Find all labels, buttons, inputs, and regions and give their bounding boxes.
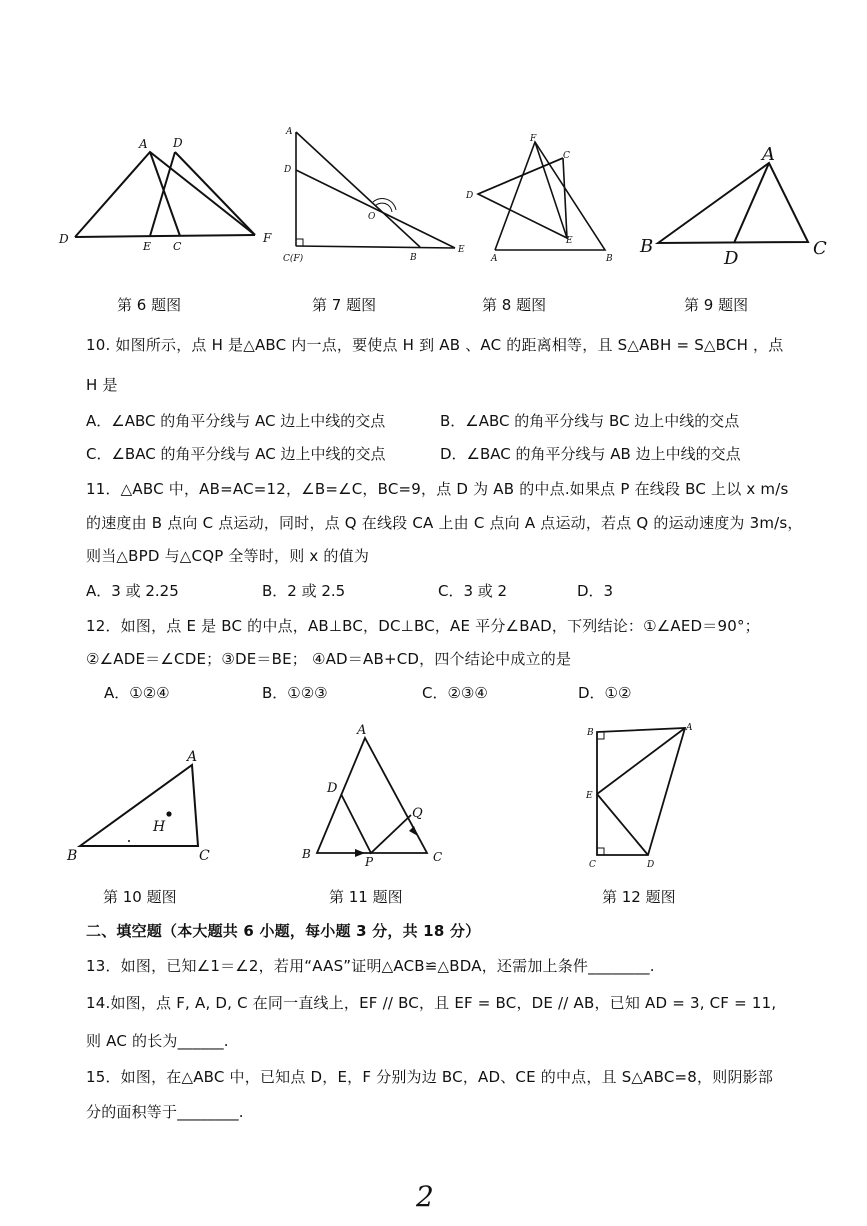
figure-7-caption: 第 7 题图: [312, 296, 377, 314]
figure-10-diagram: [65, 745, 230, 870]
label-H: H: [153, 819, 166, 835]
question-12-option-c: C．②③④: [422, 684, 488, 702]
question-14-line-2: 则 AC 的长为______.: [86, 1032, 229, 1050]
label-CF: C(F): [283, 254, 304, 264]
question-10-option-a: A．∠ABC 的角平分线与 AC 边上中线的交点: [86, 412, 386, 430]
figure-11-diagram: [297, 720, 457, 870]
figure-6-diagram: [55, 130, 285, 260]
figure-10-caption: 第 10 题图: [103, 888, 177, 906]
label-E: E: [586, 791, 593, 801]
question-11-option-d: D．3: [577, 582, 614, 600]
figure-8-caption: 第 8 题图: [482, 296, 547, 314]
label-Q: Q: [412, 806, 423, 821]
label-C: C: [199, 848, 210, 864]
label-D: D: [59, 232, 69, 246]
label-A: A: [286, 127, 293, 137]
label-P: P: [365, 855, 374, 869]
label-A: A: [139, 137, 148, 151]
question-12-option-a: A．①②④: [104, 684, 170, 702]
question-15-line-2: 分的面积等于________.: [86, 1103, 244, 1121]
label-C: C: [433, 850, 443, 864]
label-E: E: [566, 236, 573, 246]
label-C: C: [813, 238, 827, 259]
label-O: O: [368, 212, 376, 222]
label-D: D: [284, 165, 292, 175]
figure-12-diagram: [582, 718, 707, 876]
label-C: C: [589, 860, 596, 870]
figure-12-caption: 第 12 题图: [602, 888, 676, 906]
label-F: F: [530, 134, 537, 144]
question-12-option-d: D．①②: [578, 684, 632, 702]
question-11-line-2: 的速度由 B 点向 C 点运动，同时，点 Q 在线段 CA 上由 C 点向 A 点运动，若点 Q 的运动速度为 3m/s，: [86, 514, 803, 532]
question-11-option-a: A．3 或 2.25: [86, 582, 179, 600]
question-14-line-1: 14.如图，点 F, A, D, C 在同一直线上，EF // BC，且 EF = BC，DE // AB，已知 AD = 3, CF = 11,: [86, 994, 777, 1012]
figure-11: [297, 720, 457, 870]
question-12-line-1: 12．如图，点 E 是 BC 的中点，AB⊥BC，DC⊥BC，AE 平分∠BAD，下列结论：①∠AED＝90°；: [86, 617, 760, 635]
label-A: A: [491, 254, 498, 264]
figure-8: [460, 130, 625, 265]
question-15-line-1: 15．如图，在△ABC 中，已知点 D，E，F 分别为边 BC，AD、CE 的中点，且 S△ABC=8，则阴影部: [86, 1068, 774, 1086]
question-12-line-2: ②∠ADE＝∠CDE；③DE＝BE； ④AD＝AB+CD，四个结论中成立的是: [86, 650, 572, 668]
label-D: D: [466, 191, 474, 201]
label-B: B: [606, 254, 613, 264]
label-B: B: [640, 236, 654, 257]
label-E: E: [458, 245, 465, 255]
label-A: A: [187, 749, 198, 765]
figure-9: [638, 140, 838, 270]
question-10-option-c: C．∠BAC 的角平分线与 AC 边上中线的交点: [86, 445, 386, 463]
question-10-line-1: 10. 如图所示，点 H 是△ABC 内一点，要使点 H 到 AB 、AC 的距离相等，且 S△ABH = S△BCH ，点: [86, 336, 784, 354]
figure-11-caption: 第 11 题图: [329, 888, 403, 906]
label-D: D: [327, 781, 338, 796]
label-B: B: [302, 847, 311, 861]
label-D: D: [724, 248, 739, 269]
label-C: C: [173, 240, 182, 253]
label-A: A: [762, 144, 775, 165]
question-11-option-c: C．3 或 2: [438, 582, 508, 600]
section-2-heading: 二、填空题（本大题共 6 小题，每小题 3 分，共 18 分）: [86, 922, 481, 940]
label-D: D: [173, 136, 183, 150]
figure-7-diagram: [280, 120, 475, 270]
question-11-line-3: 则当△BPD 与△CQP 全等时，则 x 的值为: [86, 547, 370, 565]
label-D: D: [647, 860, 655, 870]
figure-7: [280, 120, 475, 270]
label-B: B: [67, 848, 78, 864]
label-A: A: [357, 723, 367, 738]
question-12-option-b: B．①②③: [262, 684, 328, 702]
question-11-option-b: B．2 或 2.5: [262, 582, 346, 600]
question-11-line-1: 11．△ABC 中，AB=AC=12，∠B=∠C，BC=9，点 D 为 AB 的中点.如果点 P 在线段 BC 上以 x m/s: [86, 480, 789, 498]
figure-8-diagram: [460, 130, 625, 265]
label-A: A: [686, 723, 693, 733]
question-10-line-2: H 是: [86, 376, 118, 394]
figure-12: [582, 718, 707, 876]
question-10-option-d: D．∠BAC 的角平分线与 AB 边上中线的交点: [440, 445, 741, 463]
figure-6-caption: 第 6 题图: [117, 296, 182, 314]
label-E: E: [143, 240, 152, 253]
figure-6: [55, 130, 285, 260]
figure-10: [65, 745, 230, 870]
label-B: B: [410, 253, 417, 263]
figure-9-caption: 第 9 题图: [684, 296, 749, 314]
label-C: C: [563, 151, 570, 161]
question-10-option-b: B．∠ABC 的角平分线与 BC 边上中线的交点: [440, 412, 740, 430]
question-13-line-1: 13．如图，已知∠1＝∠2，若用“AAS”证明△ACB≌△BDA，还需加上条件________.: [86, 957, 655, 975]
page-number: 2: [416, 1180, 434, 1213]
label-B: B: [587, 728, 594, 738]
label-F: F: [263, 231, 272, 245]
figure-9-diagram: [638, 140, 838, 270]
